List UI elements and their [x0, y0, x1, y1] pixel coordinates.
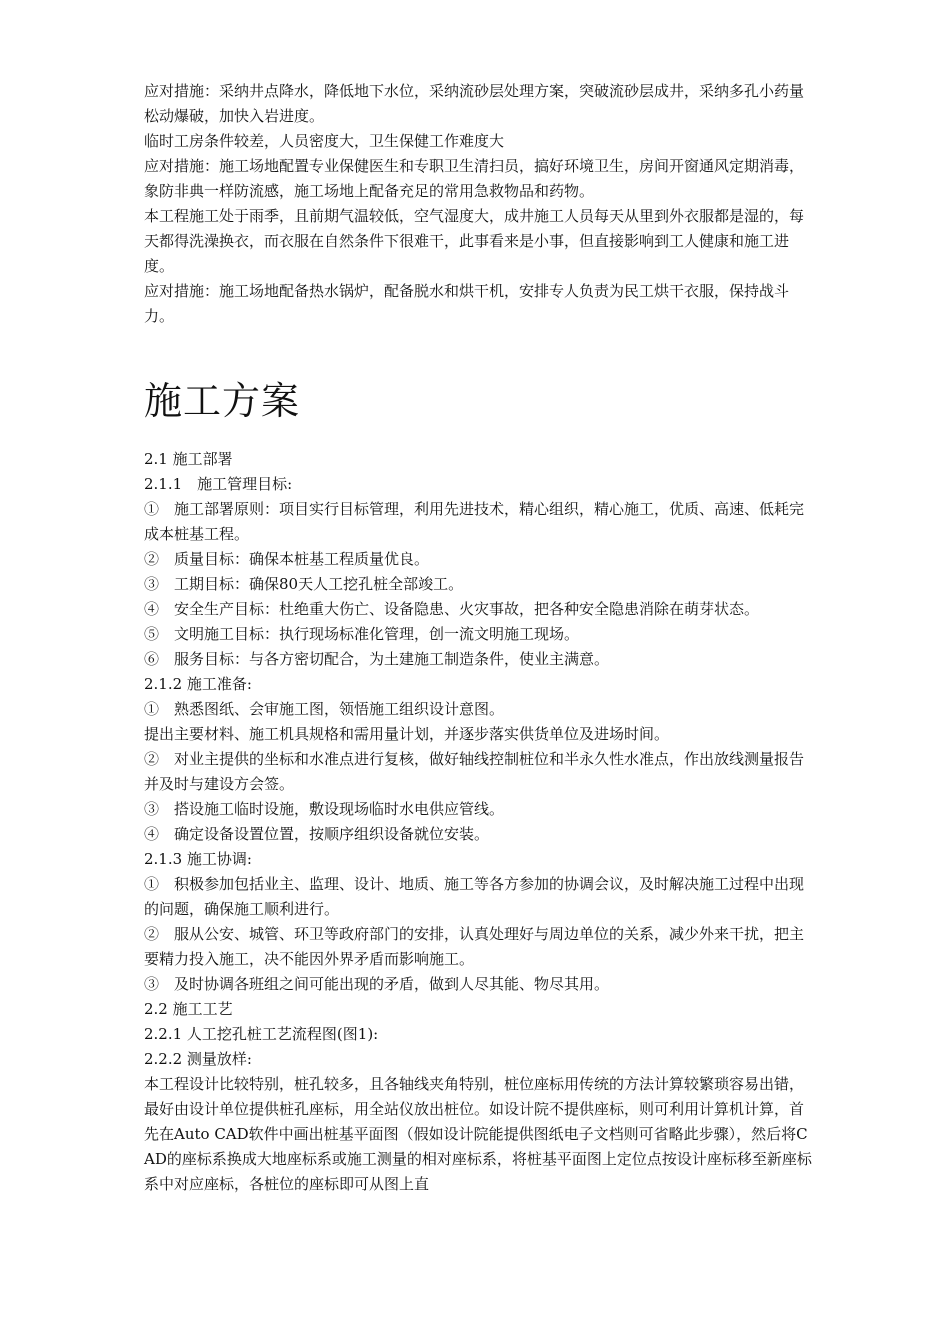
- list-item: ② 对业主提供的坐标和水准点进行复核，做好轴线控制桩位和半永久性水准点，作出放线测量报告并及时与建设方会签。: [144, 750, 805, 793]
- list-item: ③ 工期目标：确保80天人工挖孔桩全部竣工。: [144, 575, 464, 593]
- list-item: ④ 安全生产目标：杜绝重大伤亡、设备隐患、火灾事故，把各种安全隐患消除在萌芽状态。: [144, 600, 760, 618]
- heading-2-1-2: 2.1.2 施工准备:: [144, 675, 252, 693]
- paragraph: 提出主要材料、施工机具规格和需用量计划，并逐步落实供货单位及进场时间。: [144, 725, 670, 743]
- list-item: ① 施工部署原则：项目实行目标管理，利用先进技术，精心组织，精心施工，优质、高速、低耗完成本桩基工程。: [144, 500, 805, 543]
- list-item: ④ 确定设备设置位置，按顺序组织设备就位安装。: [144, 825, 490, 843]
- heading-2-1: 2.1 施工部署: [144, 450, 233, 468]
- heading-2-2-2: 2.2.2 测量放样:: [144, 1050, 252, 1068]
- list-item: ② 质量目标：确保本桩基工程质量优良。: [144, 550, 430, 568]
- list-item: ② 服从公安、城管、环卫等政府部门的安排，认真处理好与周边单位的关系，减少外来干扰，把主要精力投入施工，决不能因外界矛盾而影响施工。: [144, 925, 805, 968]
- list-item: ① 熟悉图纸、会审施工图，领悟施工组织设计意图。: [144, 700, 505, 718]
- heading-2-2-1: 2.2.1 人工挖孔桩工艺流程图(图1):: [144, 1025, 379, 1043]
- list-item: ③ 及时协调各班组之间可能出现的矛盾，做到人尽其能、物尽其用。: [144, 975, 610, 993]
- paragraph: 应对措施：采纳井点降水，降低地下水位，采纳流砂层处理方案，突破流砂层成井，采纳多孔小药量松动爆破，加快入岩进度。: [144, 82, 805, 125]
- section-title: 施工方案: [144, 379, 301, 423]
- body-section: [144, 447, 816, 1197]
- paragraph: 临时工房条件较差，人员密度大，卫生保健工作难度大: [144, 132, 505, 150]
- list-item: ⑥ 服务目标：与各方密切配合，为土建施工制造条件，使业主满意。: [144, 650, 610, 668]
- list-item: ③ 搭设施工临时设施，敷设现场临时水电供应管线。: [144, 800, 505, 818]
- heading-2-1-3: 2.1.3 施工协调:: [144, 850, 252, 868]
- paragraph: 应对措施：施工场地配备热水锅炉，配备脱水和烘干机，安排专人负责为民工烘干衣服，保持战斗力。: [144, 282, 790, 325]
- heading-2-2: 2.2 施工工艺: [144, 1000, 233, 1018]
- list-item: ⑤ 文明施工目标：执行现场标准化管理，创一流文明施工现场。: [144, 625, 580, 643]
- paragraph: 本工程施工处于雨季，且前期气温较低，空气湿度大，成井施工人员每天从里到外衣服都是湿的，每天都得洗澡换衣，而衣服在自然条件下很难干，此事看来是小事，但直接影响到工人健康和施工进度。: [144, 207, 805, 275]
- list-item: ① 积极参加包括业主、监理、设计、地质、施工等各方参加的协调会议，及时解决施工过程中出现的问题，确保施工顺利进行。: [144, 875, 805, 918]
- intro-section: [144, 79, 816, 329]
- paragraph: 本工程设计比较特别，桩孔较多，且各轴线夹角特别，桩位座标用传统的方法计算较繁琐容易出错，最好由设计单位提供桩孔座标，用全站仪放出桩位。如设计院不提供座标，则可利用计算机计算，首先在Auto CAD软件中画出桩基平面图（假如设计院能提供图纸电子文档则可省略此步骤），然后将CAD的座标系换成大地座标系或施工测量的相对座标系，将桩基平面图上定位点按设计座标移至新座标系中对应座标，各桩位的座标即可从图上直: [144, 1075, 812, 1193]
- paragraph: 应对措施：施工场地配置专业保健医生和专职卫生清扫员，搞好环境卫生，房间开窗通风定期消毒，象防非典一样防流感，施工场地上配备充足的常用急救物品和药物。: [144, 157, 805, 200]
- heading-2-1-1: 2.1.1 施工管理目标:: [144, 475, 293, 493]
